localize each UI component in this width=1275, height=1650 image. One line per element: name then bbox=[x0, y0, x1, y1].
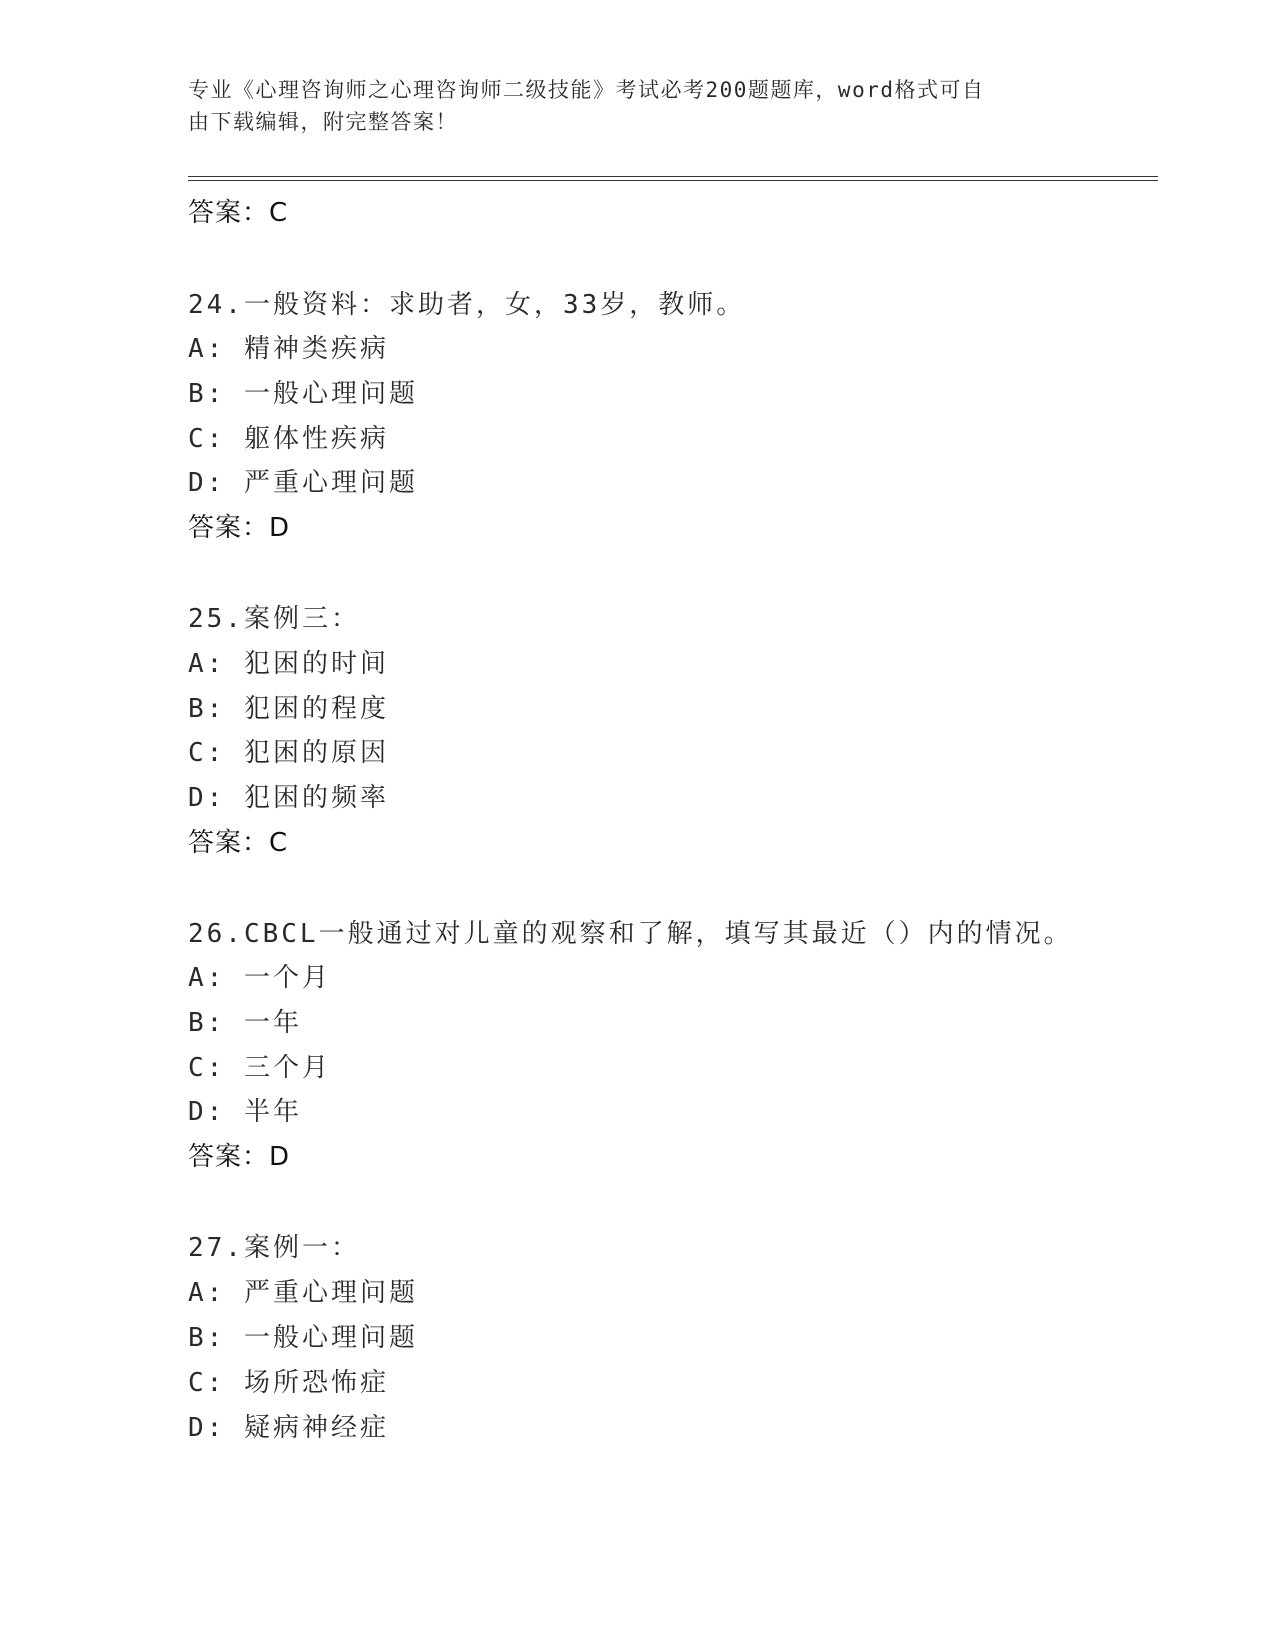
previous-answer: 答案：C bbox=[188, 198, 289, 228]
header-rule-bottom bbox=[188, 180, 1158, 181]
question-26-option-d: D: 半年 bbox=[188, 1097, 302, 1127]
header-line-1: 专业《心理咨询师之心理咨询师二级技能》考试必考200题题库，word格式可自 bbox=[188, 78, 985, 102]
question-25-stem: 25.案例三： bbox=[188, 604, 360, 634]
question-27-option-a: A: 严重心理问题 bbox=[188, 1278, 418, 1308]
question-26-option-b: B: 一年 bbox=[188, 1008, 302, 1038]
question-24-stem: 24.一般资料：求助者，女，33岁，教师。 bbox=[188, 290, 746, 320]
question-24-answer: 答案：D bbox=[188, 513, 291, 543]
question-26-stem: 26.CBCL一般通过对儿童的观察和了解，填写其最近（）内的情况。 bbox=[188, 919, 1073, 949]
question-26-option-c: C: 三个月 bbox=[188, 1053, 331, 1083]
question-25-option-a: A: 犯困的时间 bbox=[188, 649, 389, 679]
question-27-option-c: C: 场所恐怖症 bbox=[188, 1368, 389, 1398]
question-27-option-b: B: 一般心理问题 bbox=[188, 1323, 418, 1353]
header-rule-top bbox=[188, 176, 1158, 177]
question-27-stem: 27.案例一： bbox=[188, 1233, 360, 1263]
question-25-answer: 答案：C bbox=[188, 828, 289, 858]
question-26-option-a: A: 一个月 bbox=[188, 963, 331, 993]
header-line-2: 由下载编辑，附完整答案！ bbox=[188, 110, 458, 134]
question-24-option-c: C: 躯体性疾病 bbox=[188, 424, 389, 454]
question-25-option-c: C: 犯困的原因 bbox=[188, 738, 389, 768]
question-24-option-b: B: 一般心理问题 bbox=[188, 379, 418, 409]
question-24-option-d: D: 严重心理问题 bbox=[188, 468, 418, 498]
question-25-option-d: D: 犯困的频率 bbox=[188, 783, 389, 813]
question-27-option-d: D: 疑病神经症 bbox=[188, 1413, 389, 1443]
question-26-answer: 答案：D bbox=[188, 1142, 291, 1172]
question-24-option-a: A: 精神类疾病 bbox=[188, 334, 389, 364]
question-25-option-b: B: 犯困的程度 bbox=[188, 694, 389, 724]
